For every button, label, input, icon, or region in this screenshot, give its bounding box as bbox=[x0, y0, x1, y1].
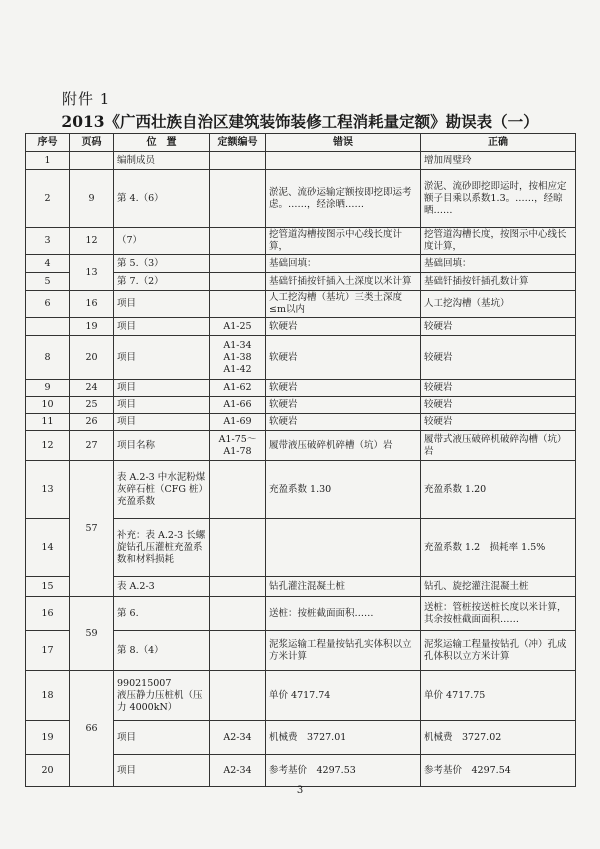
cell-correct: 履带式液压破碎机破碎沟槽（坑）岩 bbox=[421, 431, 576, 461]
cell-position: 项目 bbox=[114, 755, 210, 787]
cell-position: 项目 bbox=[114, 721, 210, 755]
cell-seq: 18 bbox=[26, 671, 70, 721]
cell-error: 钻孔灌注混凝土桩 bbox=[266, 577, 421, 597]
cell-page: 19 bbox=[70, 318, 114, 336]
cell-page: 59 bbox=[70, 597, 114, 671]
cell-position: 990215007 液压静力压桩机（压力 4000kN） bbox=[114, 671, 210, 721]
cell-page: 16 bbox=[70, 291, 114, 318]
cell-position: 项目 bbox=[114, 414, 210, 431]
cell-error: 基础回填： bbox=[266, 255, 421, 273]
table-row bbox=[26, 336, 576, 380]
header-position: 位 置 bbox=[114, 134, 210, 152]
cell-position: 项目 bbox=[114, 336, 210, 380]
cell-error: 充盈系数 1.30 bbox=[266, 461, 421, 519]
cell-correct: 充盈系数 1.2 损耗率 1.5% bbox=[421, 519, 576, 577]
cell-correct: 挖管道沟槽长度，按图示中心线长度计算， bbox=[421, 228, 576, 255]
cell-code bbox=[210, 291, 266, 318]
cell-page: 20 bbox=[70, 336, 114, 380]
attachment-label: 附件 1 bbox=[62, 90, 111, 108]
cell-correct: 较硬岩 bbox=[421, 380, 576, 397]
cell-error: 参考基价 4297.53 bbox=[266, 755, 421, 787]
cell-seq: 6 bbox=[26, 291, 70, 318]
cell-error: 人工挖沟槽（基坑）三类土深度≤m以内 bbox=[266, 291, 421, 318]
cell-error: 软硬岩 bbox=[266, 380, 421, 397]
table-row bbox=[26, 318, 576, 336]
header-code: 定额编号 bbox=[210, 134, 266, 152]
cell-error: 软硬岩 bbox=[266, 397, 421, 414]
cell-page: 27 bbox=[70, 431, 114, 461]
cell-code: A1-66 bbox=[210, 397, 266, 414]
cell-correct: 充盈系数 1.20 bbox=[421, 461, 576, 519]
header-correct: 正确 bbox=[421, 134, 576, 152]
cell-code: A1-75～ A1-78 bbox=[210, 431, 266, 461]
cell-position: 第 7.（2） bbox=[114, 273, 210, 291]
cell-page bbox=[70, 152, 114, 170]
cell-error: 淤泥、流砂运输定额按即挖即运考虑。……，经涂晒…… bbox=[266, 170, 421, 228]
table-row bbox=[26, 152, 576, 170]
cell-position: 项目名称 bbox=[114, 431, 210, 461]
cell-page: 12 bbox=[70, 228, 114, 255]
table-row bbox=[26, 414, 576, 431]
cell-seq: 16 bbox=[26, 597, 70, 631]
cell-error: 送桩：按桩截面面积…… bbox=[266, 597, 421, 631]
cell-correct: 淤泥、流砂即挖即运时，按相应定额子目乘以系数1.3。……，经晾晒…… bbox=[421, 170, 576, 228]
cell-code bbox=[210, 461, 266, 519]
cell-seq: 10 bbox=[26, 397, 70, 414]
cell-seq: 12 bbox=[26, 431, 70, 461]
cell-error: 基础钎插按钎插入土深度以米计算 bbox=[266, 273, 421, 291]
cell-seq: 9 bbox=[26, 380, 70, 397]
cell-seq: 13 bbox=[26, 461, 70, 519]
cell-code: A1-62 bbox=[210, 380, 266, 397]
cell-error: 机械费 3727.01 bbox=[266, 721, 421, 755]
cell-position: 编制成员 bbox=[114, 152, 210, 170]
table-row bbox=[26, 291, 576, 318]
cell-position: 第 5.（3） bbox=[114, 255, 210, 273]
table-row bbox=[26, 397, 576, 414]
table-row bbox=[26, 431, 576, 461]
table-row bbox=[26, 671, 576, 721]
cell-code bbox=[210, 273, 266, 291]
cell-seq: 14 bbox=[26, 519, 70, 577]
cell-position: 项目 bbox=[114, 291, 210, 318]
table-row bbox=[26, 228, 576, 255]
cell-code bbox=[210, 255, 266, 273]
cell-error: 单价 4717.74 bbox=[266, 671, 421, 721]
cell-correct: 基础钎插按钎插孔数计算 bbox=[421, 273, 576, 291]
cell-page: 26 bbox=[70, 414, 114, 431]
cell-position: 表 A.2-3 中水泥粉煤灰碎石桩（CFG 桩）充盈系数 bbox=[114, 461, 210, 519]
cell-code bbox=[210, 597, 266, 631]
cell-position: （7） bbox=[114, 228, 210, 255]
cell-correct: 泥浆运输工程量按钻孔（冲）孔成孔体积以立方米计算 bbox=[421, 631, 576, 671]
cell-correct: 增加周璧玲 bbox=[421, 152, 576, 170]
cell-seq: 4 bbox=[26, 255, 70, 273]
cell-position: 项目 bbox=[114, 380, 210, 397]
header-seq: 序号 bbox=[26, 134, 70, 152]
cell-page: 25 bbox=[70, 397, 114, 414]
cell-code bbox=[210, 577, 266, 597]
cell-correct: 参考基价 4297.54 bbox=[421, 755, 576, 787]
cell-code bbox=[210, 170, 266, 228]
cell-error: 软硬岩 bbox=[266, 336, 421, 380]
cell-correct: 较硬岩 bbox=[421, 318, 576, 336]
table-row bbox=[26, 597, 576, 631]
cell-page: 9 bbox=[70, 170, 114, 228]
cell-correct: 基础回填： bbox=[421, 255, 576, 273]
cell-code bbox=[210, 228, 266, 255]
cell-code: A2-34 bbox=[210, 721, 266, 755]
cell-code bbox=[210, 152, 266, 170]
cell-correct: 人工挖沟槽（基坑） bbox=[421, 291, 576, 318]
table-row bbox=[26, 380, 576, 397]
cell-seq: 17 bbox=[26, 631, 70, 671]
cell-error: 软硬岩 bbox=[266, 318, 421, 336]
cell-seq: 3 bbox=[26, 228, 70, 255]
cell-correct: 较硬岩 bbox=[421, 397, 576, 414]
page-number: 3 bbox=[296, 785, 304, 796]
cell-error bbox=[266, 152, 421, 170]
cell-seq: 5 bbox=[26, 273, 70, 291]
cell-seq: 15 bbox=[26, 577, 70, 597]
cell-error: 挖管道沟槽按图示中心线长度计算， bbox=[266, 228, 421, 255]
cell-error: 履带液压破碎机碎槽（坑）岩 bbox=[266, 431, 421, 461]
cell-position: 补充：表 A.2-3 长螺旋钻孔压灌桩充盈系数和材料损耗 bbox=[114, 519, 210, 577]
cell-code: A1-69 bbox=[210, 414, 266, 431]
cell-code: A1-25 bbox=[210, 318, 266, 336]
cell-position: 第 8.（4） bbox=[114, 631, 210, 671]
table-row bbox=[26, 461, 576, 519]
cell-position: 第 4.（6） bbox=[114, 170, 210, 228]
cell-error bbox=[266, 519, 421, 577]
document-title: 2013《广西壮族自治区建筑装饰装修工程消耗量定额》勘误表（一） bbox=[61, 112, 539, 131]
cell-correct: 钻孔、旋挖灌注混凝土桩 bbox=[421, 577, 576, 597]
cell-seq: 20 bbox=[26, 755, 70, 787]
cell-seq: 1 bbox=[26, 152, 70, 170]
cell-page: 13 bbox=[70, 255, 114, 291]
cell-error: 软硬岩 bbox=[266, 414, 421, 431]
cell-seq: 2 bbox=[26, 170, 70, 228]
cell-position: 第 6. bbox=[114, 597, 210, 631]
cell-correct: 机械费 3727.02 bbox=[421, 721, 576, 755]
table-header-row bbox=[26, 134, 576, 152]
cell-error: 泥浆运输工程量按钻孔实体积以立方米计算 bbox=[266, 631, 421, 671]
cell-code bbox=[210, 519, 266, 577]
cell-correct: 送桩：管桩按送桩长度以米计算，其余按桩截面面积…… bbox=[421, 597, 576, 631]
cell-correct: 较硬岩 bbox=[421, 336, 576, 380]
cell-seq: 11 bbox=[26, 414, 70, 431]
cell-page: 57 bbox=[70, 461, 114, 597]
cell-correct: 较硬岩 bbox=[421, 414, 576, 431]
cell-position: 项目 bbox=[114, 397, 210, 414]
cell-code: A1-34 A1-38 A1-42 bbox=[210, 336, 266, 380]
cell-page: 66 bbox=[70, 671, 114, 787]
cell-position: 表 A.2-3 bbox=[114, 577, 210, 597]
header-error: 错误 bbox=[266, 134, 421, 152]
table-row bbox=[26, 255, 576, 273]
table-row bbox=[26, 170, 576, 228]
errata-table bbox=[25, 133, 576, 787]
cell-page: 24 bbox=[70, 380, 114, 397]
cell-position: 项目 bbox=[114, 318, 210, 336]
cell-code: A2-34 bbox=[210, 755, 266, 787]
cell-seq: 19 bbox=[26, 721, 70, 755]
header-page: 页码 bbox=[70, 134, 114, 152]
cell-seq: 8 bbox=[26, 336, 70, 380]
cell-seq bbox=[26, 318, 70, 336]
cell-correct: 单价 4717.75 bbox=[421, 671, 576, 721]
cell-code bbox=[210, 631, 266, 671]
cell-code bbox=[210, 671, 266, 721]
